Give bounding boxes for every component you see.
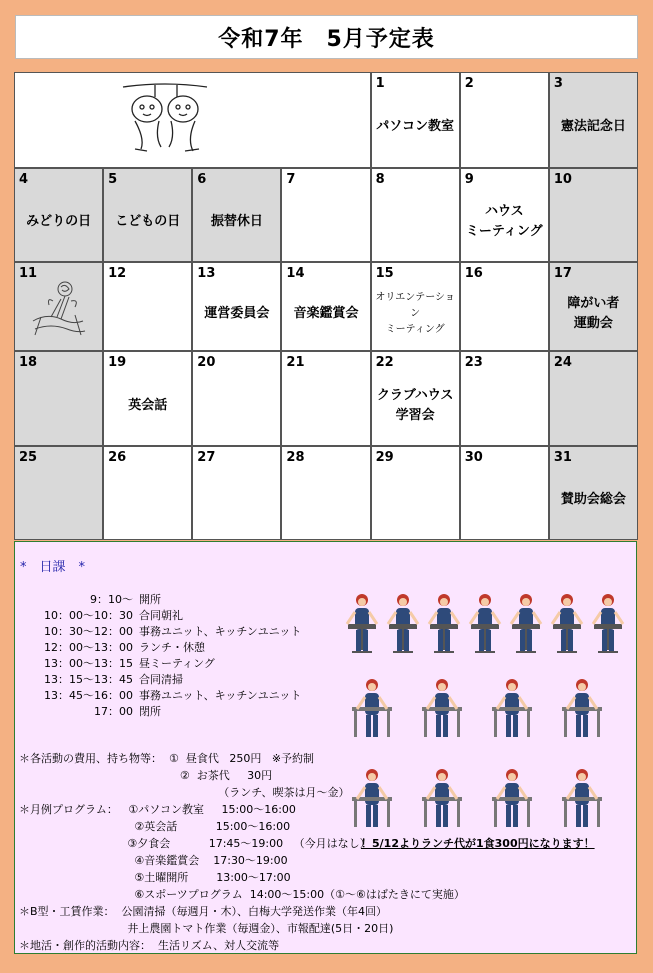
day-number: 30 xyxy=(464,450,483,465)
schedule-label: 合同清掃 xyxy=(139,673,183,686)
day-event: 運営委員会 xyxy=(204,305,270,321)
exercise-figure-chair xyxy=(347,594,377,652)
note-line xyxy=(19,869,619,886)
day-number: 29 xyxy=(375,450,394,465)
schedule-list xyxy=(23,592,301,720)
exercise-figure-chair xyxy=(388,594,418,652)
day-event: みどりの日 xyxy=(26,214,92,229)
day-cell xyxy=(281,168,370,262)
day-number: 3 xyxy=(553,76,563,91)
day-number: 15 xyxy=(375,266,394,281)
day-event: パソコン教室 xyxy=(376,119,454,134)
day-event: オリエンテーション ミーティング xyxy=(375,291,455,335)
lunch-price-notice: ！5/12よりランチ代が1食300円になります！ xyxy=(361,837,595,850)
day-cell xyxy=(549,446,638,540)
day-cell xyxy=(192,168,281,262)
schedule-item xyxy=(23,688,301,704)
calendar-week xyxy=(14,72,638,168)
note-text: （ランチ、喫茶は月～金） xyxy=(19,786,350,799)
note-line xyxy=(19,903,619,920)
day-event: クラブハウス 学習会 xyxy=(376,387,454,423)
exercise-figure-stretch xyxy=(562,769,602,827)
day-event: 振替休日 xyxy=(210,214,263,229)
illustration-cell xyxy=(14,72,371,168)
note-text: ⑥スポーツプログラム 14:00～15:00（①～⑥はばたきにて実施） xyxy=(19,888,465,901)
day-number: 27 xyxy=(197,450,216,465)
calendar-week xyxy=(14,446,638,540)
day-number: 1 xyxy=(375,76,385,91)
schedule-time: 12：00～13：00 xyxy=(44,641,133,654)
exercise-figure-chair xyxy=(593,594,623,652)
schedule-item xyxy=(23,640,301,656)
day-number: 17 xyxy=(553,266,572,281)
day-cell xyxy=(103,446,192,540)
schedule-label: 閉所 xyxy=(139,705,161,718)
schedule-time: 13：00～13：15 xyxy=(44,657,133,670)
day-cell xyxy=(460,168,549,262)
flower-bouquet-illustration xyxy=(27,277,91,341)
day-event: 憲法記念日 xyxy=(560,119,626,134)
day-cell xyxy=(281,351,370,446)
day-cell xyxy=(460,72,549,168)
friends-illustration xyxy=(115,79,215,157)
day-event: 賛助会総会 xyxy=(560,492,626,507)
day-number: 11 xyxy=(19,266,38,281)
exercise-figure-chair xyxy=(429,594,459,652)
note-line xyxy=(19,852,619,869)
day-number: 8 xyxy=(375,172,385,187)
exercise-figure-table xyxy=(562,679,602,737)
note-text: ＊地活・創作的活動内容： 生活リズム、対人交流等 xyxy=(19,939,280,952)
day-number: 12 xyxy=(108,266,127,281)
day-number: 31 xyxy=(553,450,572,465)
day-number: 10 xyxy=(553,172,572,187)
day-number: 7 xyxy=(286,172,296,187)
day-number: 26 xyxy=(108,450,127,465)
day-number: 18 xyxy=(19,355,38,370)
day-cell xyxy=(281,262,370,351)
schedule-item xyxy=(23,608,301,624)
note-text: ③夕食会 17:45～19:00 （今月はなし） xyxy=(19,837,371,850)
note-line xyxy=(19,920,619,937)
note-line xyxy=(19,886,619,903)
schedule-time: 17：00 xyxy=(94,705,133,718)
note-text: ②英会話 15:00～16:00 xyxy=(19,820,291,833)
schedule-time: 10：30～12：00 xyxy=(44,625,133,638)
note-text: ＊月例プログラム： ①パソコン教室 15:00～16:00 xyxy=(19,803,296,816)
exercise-illustrations xyxy=(342,577,632,852)
schedule-item xyxy=(23,592,301,608)
day-cell xyxy=(371,168,460,262)
schedule-label: 事務ユニット、キッチンユニット xyxy=(139,689,302,702)
exercise-figure-stretch xyxy=(422,769,462,827)
day-number: 14 xyxy=(286,266,305,281)
schedule-item xyxy=(23,704,301,720)
schedule-label: ランチ・休憩 xyxy=(139,641,205,654)
day-cell xyxy=(192,446,281,540)
day-cell xyxy=(460,351,549,446)
day-number: 21 xyxy=(286,355,305,370)
exercise-figure-chair xyxy=(470,594,500,652)
day-number: 9 xyxy=(464,172,474,187)
day-cell xyxy=(549,168,638,262)
page-title: 令和7年 5月予定表 xyxy=(15,15,638,59)
day-cell xyxy=(281,446,370,540)
day-cell xyxy=(14,351,103,446)
day-event: ハウス ミーティング xyxy=(465,204,543,239)
day-cell xyxy=(103,168,192,262)
calendar xyxy=(14,72,638,540)
note-text: ⑤土曜開所 13:00～17:00 xyxy=(19,871,291,884)
exercise-figure-chair xyxy=(552,594,582,652)
note-text: ④音楽鑑賞会 17:30～19:00 xyxy=(19,854,288,867)
day-cell xyxy=(460,262,549,351)
calendar-week xyxy=(14,351,638,446)
day-number: 16 xyxy=(464,266,483,281)
day-cell xyxy=(549,72,638,168)
day-cell xyxy=(14,262,103,351)
day-cell xyxy=(192,351,281,446)
note-text: ② お茶代 30円 xyxy=(19,769,273,782)
exercise-figure-table xyxy=(492,679,532,737)
day-number: 20 xyxy=(197,355,216,370)
day-event: 障がい者 運動会 xyxy=(567,295,620,331)
day-event: こどもの日 xyxy=(115,214,181,229)
schedule-label: 開所 xyxy=(139,593,161,606)
day-number: 13 xyxy=(197,266,216,281)
day-event: 英会話 xyxy=(128,397,168,413)
schedule-item xyxy=(23,656,301,672)
note-text: ＊B型・工賃作業： 公園清掃（毎週月・木）、白梅大学発送作業（年4回） xyxy=(19,905,388,918)
note-text: ＊各活動の費用、持ち物等： ① 昼食代 250円 ※予約制 xyxy=(19,752,315,765)
day-cell xyxy=(549,351,638,446)
exercise-figure-stretch xyxy=(492,769,532,827)
exercise-figure-stretch xyxy=(352,769,392,827)
exercise-figure-table xyxy=(352,679,392,737)
schedule-label: 合同朝礼 xyxy=(139,609,183,622)
day-cell xyxy=(371,446,460,540)
day-cell xyxy=(14,446,103,540)
day-number: 19 xyxy=(108,355,127,370)
day-cell xyxy=(549,262,638,351)
day-number: 22 xyxy=(375,355,394,370)
calendar-week xyxy=(14,262,638,351)
day-cell xyxy=(192,262,281,351)
day-number: 28 xyxy=(286,450,305,465)
daily-schedule-panel xyxy=(14,541,637,954)
day-cell xyxy=(371,262,460,351)
schedule-label: 事務ユニット、キッチンユニット xyxy=(139,625,302,638)
schedule-item xyxy=(23,624,301,640)
schedule-time: 10：00～10：30 xyxy=(44,609,133,622)
schedule-item xyxy=(23,672,301,688)
calendar-week xyxy=(14,168,638,262)
day-cell xyxy=(371,351,460,446)
day-cell xyxy=(103,262,192,351)
day-cell xyxy=(371,72,460,168)
day-number: 25 xyxy=(19,450,38,465)
note-line xyxy=(19,937,619,954)
schedule-time: 13：45～16：00 xyxy=(44,689,133,702)
day-number: 2 xyxy=(464,76,474,91)
day-number: 23 xyxy=(464,355,483,370)
day-cell xyxy=(460,446,549,540)
day-cell xyxy=(103,351,192,446)
daily-heading: * 日課 * xyxy=(20,560,86,575)
day-cell xyxy=(14,168,103,262)
day-number: 6 xyxy=(197,172,207,187)
exercise-figure-chair xyxy=(511,594,541,652)
schedule-label: 昼ミーティング xyxy=(139,657,215,670)
day-number: 5 xyxy=(108,172,118,187)
day-event: 音楽鑑賞会 xyxy=(293,305,359,321)
day-number: 4 xyxy=(19,172,29,187)
schedule-time: 13：15～13：45 xyxy=(44,673,133,686)
day-number: 24 xyxy=(553,355,572,370)
note-text: 井上農園トマト作業（毎週金）、市報配達(5日・20日) xyxy=(19,922,394,935)
exercise-figure-table xyxy=(422,679,462,737)
schedule-time: 9：10～ xyxy=(90,593,133,606)
